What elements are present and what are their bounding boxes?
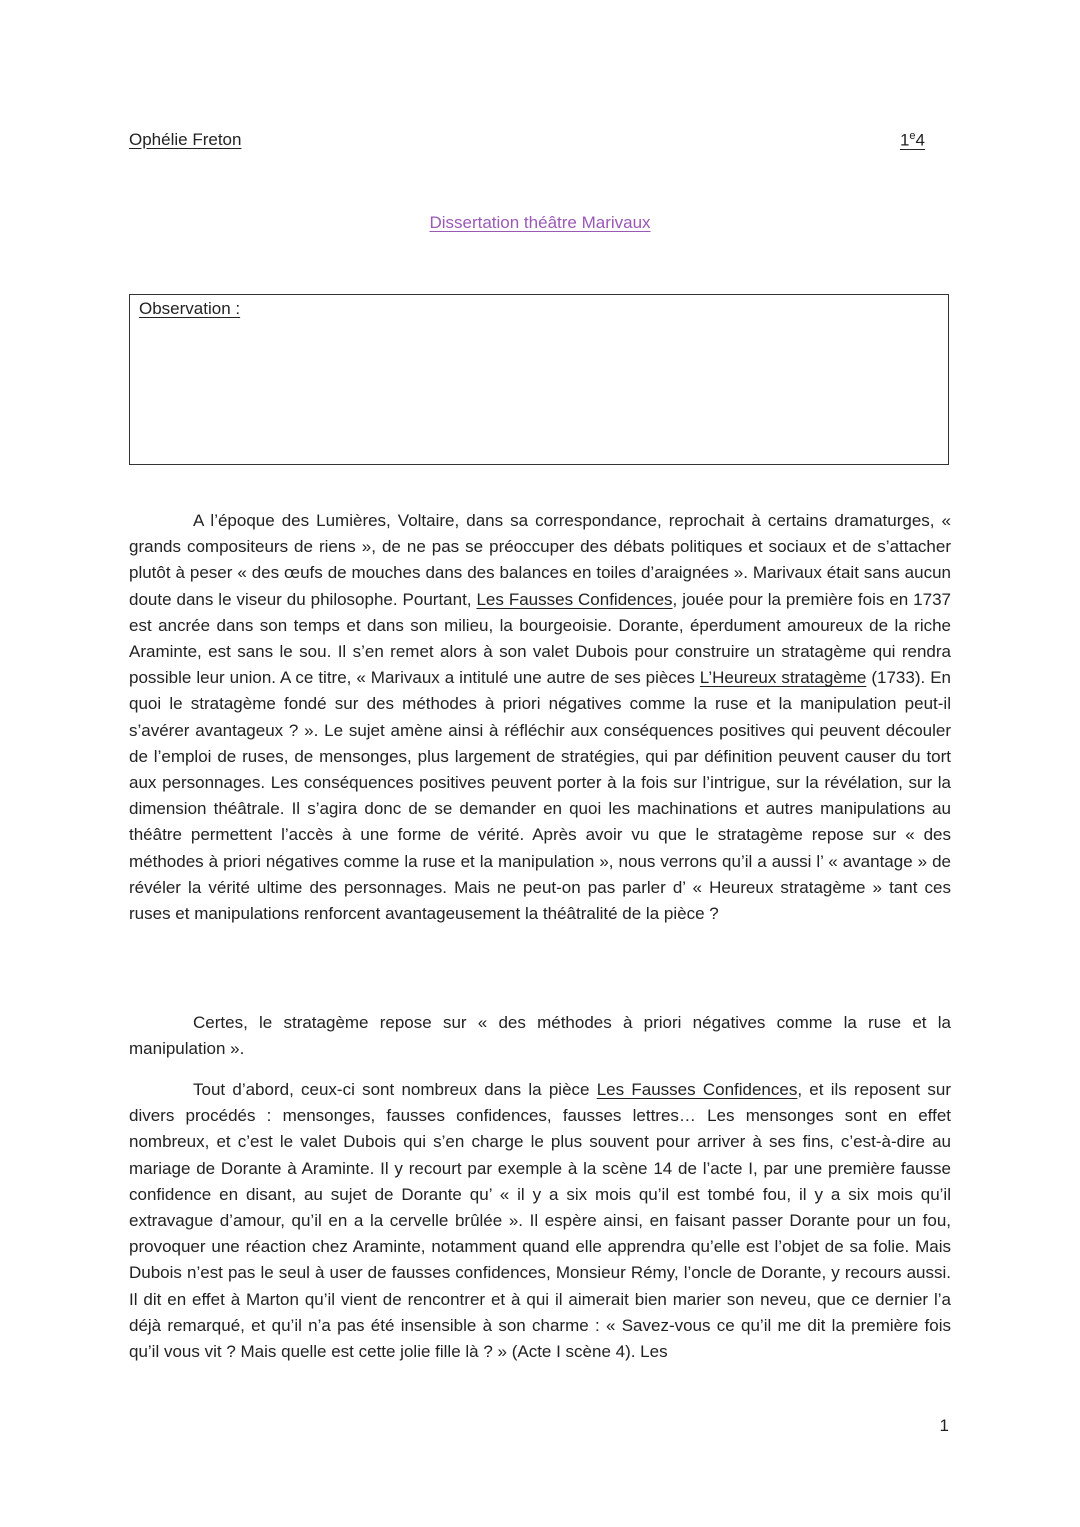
work-title-heureux-stratageme: L’Heureux stratagème [699,668,867,688]
intro-text-2: , jouée pour la première fois en 1737 est ancrée dans son temps et dans son milieu, la bourgeoisie. Dorante, éperdument amoureux de la riche Araminte, est sans le sou. Il s’en remet alors à son valet Dubois pour construire un stratagème qui rendra possible leur union. A ce titre, « Marivaux a intitulé une autre de ses pièces [129,589,951,688]
class-label [900,130,925,151]
subpart-text-2: , et ils reposent sur divers procédés : mensonges, fausses confidences, fausses lettres… Les mensonges sont en effet nombreux, et c’est le valet Dubois qui s’en charge le plus souvent pour arriver à ses fins, c’est-à-dire au mariage de Dorante à Araminte. Il y recourt par exemple à la scène 14 de l’acte I, par une première fausse confidence en disant, au sujet de Dorante qu’ « il y a six mois qu’il est tombé fou, il y a six mois qu’il extravague d’amour, qu’il en a la cervelle brûlée ». Il espère ainsi, en faisant passer Dorante pour un fou, provoquer une réaction chez Araminte, notamment quand elle apprendra qu’elle est l’objet de sa folie. Mais Dubois n’est pas le seul à user de fausses confidences, Monsieur Rémy, l’oncle de Dorante, y recours aussi. Il dit en effet à Marton qu’il vient de rencontrer et à qui il aimerait bien marier son neveu, que ce dernier l’a déjà remarqué, et qu’il n’a pas été insensible à son charme : « Savez-vous ce qu’il me dit la première fois qu’il vous vit ? Mais quelle est cette jolie fille là ? » (Acte I scène 4). Les [129,1080,951,1362]
intro-text-3: (1733). En quoi le stratagème fondé sur des méthodes à priori négatives comme la ruse et la manipulation peut-il s’avérer avantageux ? ». Le sujet amène ainsi à réfléchir aux conséquences positives qui peuvent découler de l’emploi de ruses, de mensonges, plus largement de stratégies, qui par définition peuvent causer du tort aux personnages. Les conséquences positives peuvent porter à la fois sur l’intrigue, sur la révélation, sur la dimension théâtrale. Il s’agira donc de se demander en quoi les machinations et autres manipulations au théâtre permettent l’accès à une forme de vérité. Après avoir vu que le stratagème repose sur « des méthodes à priori négatives comme la ruse et la manipulation », nous verrons qu’il a aussi l’ « avantage » de révéler la vérité ultime des personnages. Mais ne peut-on pas parler d’ « Heureux stratagème » tant ces ruses et manipulations renforcent avantageusement la théâtralité de la pièce ? [129,668,951,924]
observation-box [129,294,949,465]
author-name: Ophélie Freton [129,130,242,149]
class-prefix: 1 [899,130,910,150]
class-suffix: 4 [915,130,925,150]
part-one-text: Certes, le stratagème repose sur « des méthodes à priori négatives comme la ruse et la manipulation ». [129,1013,951,1059]
part-one-paragraph [129,1010,951,1062]
class-superscript: e [909,130,916,142]
intro-text-1: A l’époque des Lumières, Voltaire, dans sa correspondance, reprochait à certains dramaturges, « grands compositeurs de riens », de ne pas se préoccuper des débats politiques et sociaux et de s’attacher plutôt à peser « des œufs de mouches dans des balances en toiles d’araignées ». Marivaux était sans aucun doute dans le viseur du philosophe. Pourtant, [129,511,951,609]
introduction-paragraph [129,508,951,927]
subpart-one-paragraph [129,1077,951,1365]
work-title-fausses-confidences: Les Fausses Confidences [596,1080,798,1099]
subpart-text-1: Tout d’abord, ceux-ci sont nombreux dans la pièce [193,1080,597,1099]
page-number: 1 [939,1416,949,1435]
work-title-fausses-confidences: Les Fausses Confidences [476,589,673,609]
observation-label: Observation : [139,299,241,318]
document-title: Dissertation théâtre Marivaux [429,213,651,232]
